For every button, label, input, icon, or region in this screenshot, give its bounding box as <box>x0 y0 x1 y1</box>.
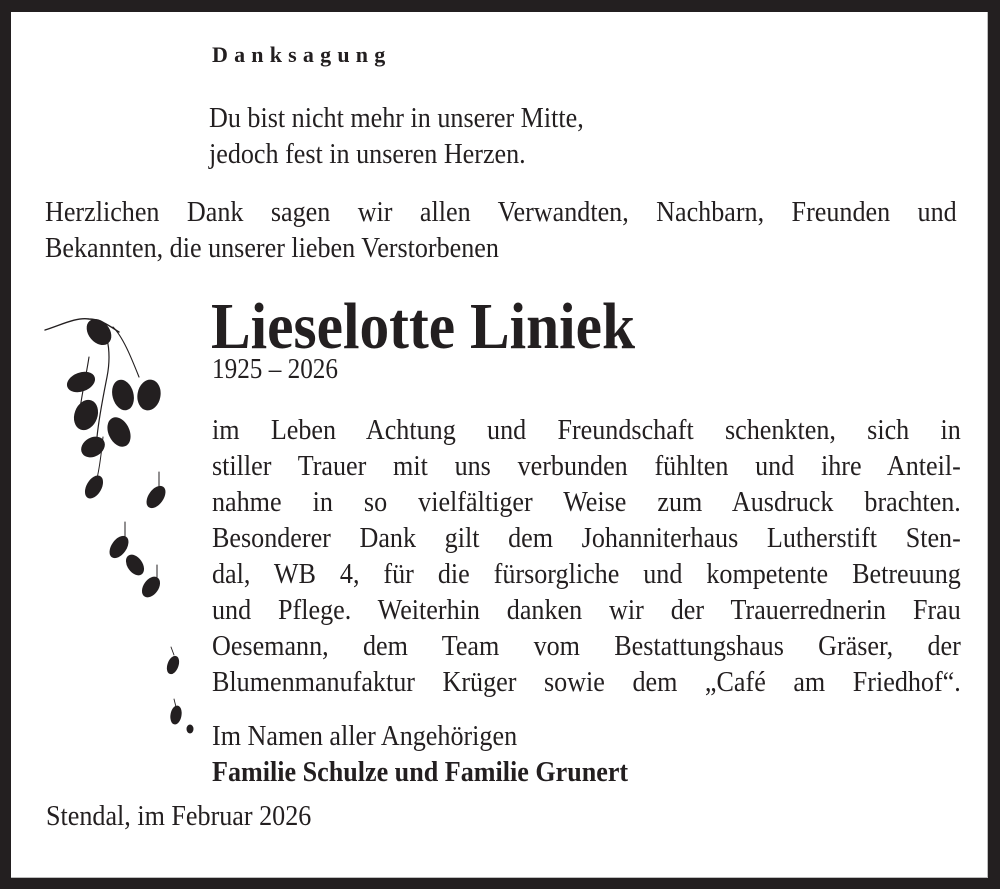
thanks-body <box>212 412 961 700</box>
body-line: Besonderer Dank gilt dem Johanniterhaus Lutherstift Sten- <box>212 522 961 554</box>
obituary-notice <box>11 12 988 878</box>
place-and-date: Stendal, im Februar 2026 <box>46 800 312 832</box>
falling-leaves-branch-icon <box>41 297 201 742</box>
body-line: Oesemann, dem Team vom Bestattungshaus Gräser, der <box>212 630 961 662</box>
deceased-name: Lieselotte Liniek <box>211 290 636 363</box>
body-line: stiller Trauer mit uns verbunden fühlten und ihre Anteil- <box>212 450 961 482</box>
poem-line-2: jedoch fest in unseren Herzen. <box>209 138 526 170</box>
intro-text <box>45 194 957 266</box>
intro-line-1: Herzlichen Dank sagen wir allen Verwandten, Nachbarn, Freunden und <box>45 196 957 228</box>
body-line: und Pflege. Weiterhin danken wir der Trauerrednerin Frau <box>212 594 961 626</box>
on-behalf-text: Im Namen aller Angehörigen <box>212 720 518 752</box>
intro-line-2: Bekannten, die unserer lieben Verstorbenen <box>45 232 499 264</box>
body-line: nahme in so vielfältiger Weise zum Ausdruck brachten. <box>212 486 961 518</box>
memorial-poem <box>209 100 584 172</box>
body-line: im Leben Achtung und Freundschaft schenkten, sich in <box>212 414 961 446</box>
poem-line-1: Du bist nicht mehr in unserer Mitte, <box>209 102 584 134</box>
notice-heading: Danksagung <box>212 42 392 67</box>
family-names: Familie Schulze und Familie Grunert <box>212 756 629 788</box>
signature-block <box>212 718 628 790</box>
life-dates: 1925 – 2026 <box>212 354 338 385</box>
body-line: Blumenmanufaktur Krüger sowie dem „Café am Friedhof“. <box>212 666 961 698</box>
body-line: dal, WB 4, für die fürsorgliche und kompetente Betreuung <box>212 558 961 590</box>
